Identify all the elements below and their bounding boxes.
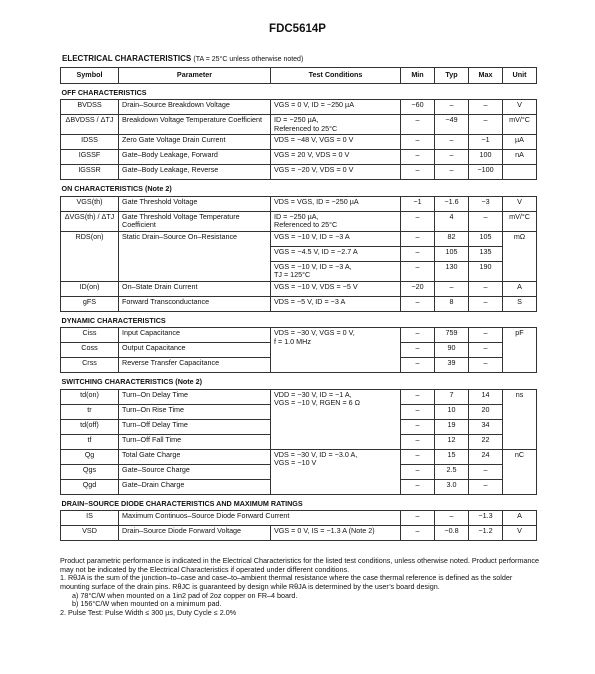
unit-cell (503, 165, 537, 180)
unit-cell: pF (503, 328, 537, 373)
table-row (61, 526, 537, 541)
symbol-cell: IGSSR (61, 165, 119, 180)
typ-cell: 82 (435, 231, 469, 246)
max-cell: −1.3 (469, 511, 503, 526)
min-cell: −20 (401, 281, 435, 296)
typ-cell: 7 (435, 389, 469, 404)
note-2: 2. Pulse Test: Pulse Width ≤ 300 µs, Duty Cycle ≤ 2.0% (60, 607, 237, 617)
header-test-conditions: Test Conditions (271, 68, 401, 84)
table-row (61, 511, 537, 526)
symbol-cell: IGSSF (61, 150, 119, 165)
max-cell: – (469, 343, 503, 358)
table-row (61, 150, 537, 165)
max-cell: – (469, 358, 503, 373)
group-on-characteristics: ON CHARACTERISTICS (Note 2) (61, 180, 537, 196)
max-cell: – (469, 464, 503, 479)
unit-cell: ns (503, 389, 537, 449)
condition-line: VDS = −30 V, ID = −3.0 A, (274, 449, 358, 459)
condition-line: f = 1.0 MHz (274, 336, 311, 346)
condition-cell (271, 449, 401, 494)
parameter-cell: Maximum Continuos–Source Diode Forward Current (119, 511, 401, 526)
symbol-cell: Crss (61, 358, 119, 373)
typ-cell: 10 (435, 404, 469, 419)
min-cell: – (401, 526, 435, 541)
symbol-cell: ΔBVDSS / ΔTJ (61, 115, 119, 135)
condition-cell: VGS = 20 V, VDS = 0 V (271, 150, 401, 165)
group-off-characteristics: OFF CHARACTERISTICS (61, 84, 537, 100)
min-cell: – (401, 328, 435, 343)
condition-line: ID = −250 µA, (274, 211, 319, 221)
typ-cell: 105 (435, 246, 469, 261)
max-cell: 105 (469, 231, 503, 246)
unit-cell: mV/°C (503, 211, 537, 231)
max-cell: −100 (469, 165, 503, 180)
unit-cell: mV/°C (503, 115, 537, 135)
typ-cell: – (435, 100, 469, 115)
symbol-cell: VSD (61, 526, 119, 541)
parameter-cell: Zero Gate Voltage Drain Current (119, 135, 271, 150)
parameter-cell: Turn–On Delay Time (119, 389, 271, 404)
header-parameter: Parameter (119, 68, 271, 84)
max-cell: – (469, 211, 503, 231)
table-row (61, 196, 537, 211)
symbol-cell: ΔVGS(th) / ΔTJ (61, 211, 119, 231)
unit-cell: mΩ (503, 231, 537, 281)
header-unit: Unit (503, 68, 537, 84)
symbol-cell: IS (61, 511, 119, 526)
typ-cell: – (435, 281, 469, 296)
typ-cell: 90 (435, 343, 469, 358)
table-row (61, 115, 537, 135)
symbol-cell: IDSS (61, 135, 119, 150)
symbol-cell: tf (61, 434, 119, 449)
symbol-cell: Qg (61, 449, 119, 464)
condition-line: Referenced to 25°C (274, 123, 338, 133)
min-cell: – (401, 211, 435, 231)
table-row (61, 449, 537, 464)
symbol-cell: td(on) (61, 389, 119, 404)
symbol-cell: Coss (61, 343, 119, 358)
condition-cell (271, 328, 401, 373)
condition-cell: VGS = 0 V, IS = −1.3 A (Note 2) (271, 526, 401, 541)
min-cell: – (401, 449, 435, 464)
symbol-cell: VGS(th) (61, 196, 119, 211)
parameter-cell: Output Capacitance (119, 343, 271, 358)
symbol-cell: Qgs (61, 464, 119, 479)
min-cell: −1 (401, 196, 435, 211)
min-cell: – (401, 115, 435, 135)
note-1b: b) 156°C/W when mounted on a minimum pad. (72, 599, 222, 609)
unit-cell: µA (503, 135, 537, 150)
max-cell: 14 (469, 389, 503, 404)
typ-cell: 12 (435, 434, 469, 449)
condition-line: VGS = −10 V, ID = −3 A, (274, 261, 352, 271)
typ-cell: – (435, 165, 469, 180)
typ-cell: 3.0 (435, 479, 469, 494)
min-cell: – (401, 150, 435, 165)
min-cell: – (401, 389, 435, 404)
parameter-cell: Breakdown Voltage Temperature Coefficient (119, 115, 271, 135)
max-cell: – (469, 328, 503, 343)
parameter-cell: Reverse Transfer Capacitance (119, 358, 271, 373)
typ-cell: 39 (435, 358, 469, 373)
typ-cell: 759 (435, 328, 469, 343)
min-cell: – (401, 246, 435, 261)
min-cell: – (401, 135, 435, 150)
parameter-cell: Gate Threshold Voltage (119, 196, 271, 211)
unit-cell: nC (503, 449, 537, 494)
unit-cell: S (503, 296, 537, 311)
max-cell: −1.2 (469, 526, 503, 541)
parameter-cell: Turn–On Rise Time (119, 404, 271, 419)
header-max: Max (469, 68, 503, 84)
max-cell: – (469, 100, 503, 115)
condition-cell (271, 389, 401, 449)
max-cell: – (469, 296, 503, 311)
symbol-cell: tr (61, 404, 119, 419)
condition-line: VGS = −10 V (274, 458, 317, 468)
table-row (61, 389, 537, 404)
footnotes (60, 557, 540, 617)
parameter-cell: Forward Transconductance (119, 296, 271, 311)
document-title: FDC5614P (269, 23, 326, 35)
header-min: Min (401, 68, 435, 84)
condition-cell (271, 211, 401, 231)
section-heading: ELECTRICAL CHARACTERISTICS (62, 54, 192, 63)
condition-cell: VGS = −20 V, VDS = 0 V (271, 165, 401, 180)
condition-cell (271, 261, 401, 281)
table-header-row (61, 68, 537, 84)
max-cell: 34 (469, 419, 503, 434)
condition-cell (271, 115, 401, 135)
min-cell: – (401, 419, 435, 434)
parameter-cell: Turn–Off Fall Time (119, 434, 271, 449)
symbol-cell: RDS(on) (61, 231, 119, 281)
max-cell: – (469, 115, 503, 135)
unit-cell: V (503, 526, 537, 541)
condition-line: ID = −250 µA, (274, 115, 319, 125)
typ-cell: 130 (435, 261, 469, 281)
group-dynamic-characteristics: DYNAMIC CHARACTERISTICS (61, 311, 537, 327)
condition-cell: VGS = −4.5 V, ID = −2.7 A (271, 246, 401, 261)
parameter-cell: Drain–Source Diode Forward Voltage (119, 526, 271, 541)
typ-cell: – (435, 135, 469, 150)
max-cell: 22 (469, 434, 503, 449)
min-cell: – (401, 404, 435, 419)
header-symbol: Symbol (61, 68, 119, 84)
note-1a: a) 78°C/W when mounted on a 1in2 pad of 2oz copper on FR–4 board. (72, 590, 298, 600)
max-cell: 20 (469, 404, 503, 419)
symbol-cell: Qgd (61, 479, 119, 494)
max-cell: 135 (469, 246, 503, 261)
condition-cell: VGS = −10 V, VDS = −5 V (271, 281, 401, 296)
parameter-cell: Input Capacitance (119, 328, 271, 343)
typ-cell: – (435, 511, 469, 526)
characteristics-table (60, 67, 537, 541)
typ-cell: −49 (435, 115, 469, 135)
note-1: 1. RθJA is the sum of the junction–to–case and case–to–ambient thermal resistance where the case thermal reference is defined as the solder mounting surface of the drain pins. RθJC is guaranteed by design while RθJA is determined by the user’s board design. (60, 573, 513, 591)
section-title (62, 54, 303, 63)
parameter-cell: Gate–Body Leakage, Forward (119, 150, 271, 165)
condition-line: VDD = −30 V, ID = −1 A, (274, 389, 352, 399)
section-condition: (TA = 25°C unless otherwise noted) (193, 56, 304, 63)
parameter-cell: Gate–Source Charge (119, 464, 271, 479)
symbol-cell: ID(on) (61, 281, 119, 296)
parameter-cell: Gate–Body Leakage, Reverse (119, 165, 271, 180)
performance-note: Product parametric performance is indicated in the Electrical Characteristics for the listed test conditions, unless otherwise noted. Product performance may not be indicated by the Electrical Characteristics if operated under different conditions. (60, 556, 539, 574)
typ-cell: −1.6 (435, 196, 469, 211)
parameter-cell: Total Gate Charge (119, 449, 271, 464)
typ-cell: −0.8 (435, 526, 469, 541)
parameter-cell: Drain–Source Breakdown Voltage (119, 100, 271, 115)
parameter-cell: Gate–Drain Charge (119, 479, 271, 494)
table-row (61, 328, 537, 343)
max-cell: – (469, 479, 503, 494)
condition-line: TJ = 125°C (274, 270, 311, 280)
min-cell: – (401, 231, 435, 246)
condition-cell: VDS = VGS, ID = −250 µA (271, 196, 401, 211)
min-cell: – (401, 261, 435, 281)
table-row (61, 281, 537, 296)
group-switching-characteristics: SWITCHING CHARACTERISTICS (Note 2) (61, 373, 537, 389)
unit-cell: A (503, 511, 537, 526)
table-row (61, 100, 537, 115)
min-cell: – (401, 165, 435, 180)
max-cell: 24 (469, 449, 503, 464)
symbol-cell: td(off) (61, 419, 119, 434)
condition-cell: VDS = −5 V, ID = −3 A (271, 296, 401, 311)
typ-cell: 8 (435, 296, 469, 311)
symbol-cell: Ciss (61, 328, 119, 343)
parameter-cell: Turn–Off Delay Time (119, 419, 271, 434)
min-cell: – (401, 434, 435, 449)
symbol-cell: BVDSS (61, 100, 119, 115)
unit-cell: V (503, 100, 537, 115)
parameter-cell: On–State Drain Current (119, 281, 271, 296)
min-cell: – (401, 464, 435, 479)
typ-cell: – (435, 150, 469, 165)
typ-cell: 15 (435, 449, 469, 464)
max-cell: −1 (469, 135, 503, 150)
typ-cell: 19 (435, 419, 469, 434)
table-row (61, 296, 537, 311)
max-cell: 100 (469, 150, 503, 165)
condition-cell: VGS = −10 V, ID = −3 A (271, 231, 401, 246)
table-row (61, 135, 537, 150)
table-row (61, 165, 537, 180)
min-cell: – (401, 343, 435, 358)
condition-line: Referenced to 25°C (274, 220, 338, 230)
max-cell: −3 (469, 196, 503, 211)
parameter-cell: Gate Threshold Voltage Temperature Coefficient (119, 211, 271, 231)
table-row (61, 211, 537, 231)
table-row (61, 231, 537, 246)
condition-line: VGS = −10 V, RGEN = 6 Ω (274, 398, 361, 408)
typ-cell: 2.5 (435, 464, 469, 479)
min-cell: −60 (401, 100, 435, 115)
condition-line: VDS = −30 V, VGS = 0 V, (274, 328, 355, 338)
group-diode-characteristics: DRAIN–SOURCE DIODE CHARACTERISTICS AND MAXIMUM RATINGS (61, 494, 537, 510)
min-cell: – (401, 296, 435, 311)
header-typ: Typ (435, 68, 469, 84)
unit-cell: A (503, 281, 537, 296)
typ-cell: 4 (435, 211, 469, 231)
condition-cell: VGS = 0 V, ID = −250 µA (271, 100, 401, 115)
max-cell: – (469, 281, 503, 296)
min-cell: – (401, 479, 435, 494)
symbol-cell: gFS (61, 296, 119, 311)
unit-cell: V (503, 196, 537, 211)
min-cell: – (401, 358, 435, 373)
condition-cell: VDS = −48 V, VGS = 0 V (271, 135, 401, 150)
min-cell: – (401, 511, 435, 526)
max-cell: 190 (469, 261, 503, 281)
parameter-cell: Static Drain–Source On–Resistance (119, 231, 271, 281)
unit-cell: nA (503, 150, 537, 165)
